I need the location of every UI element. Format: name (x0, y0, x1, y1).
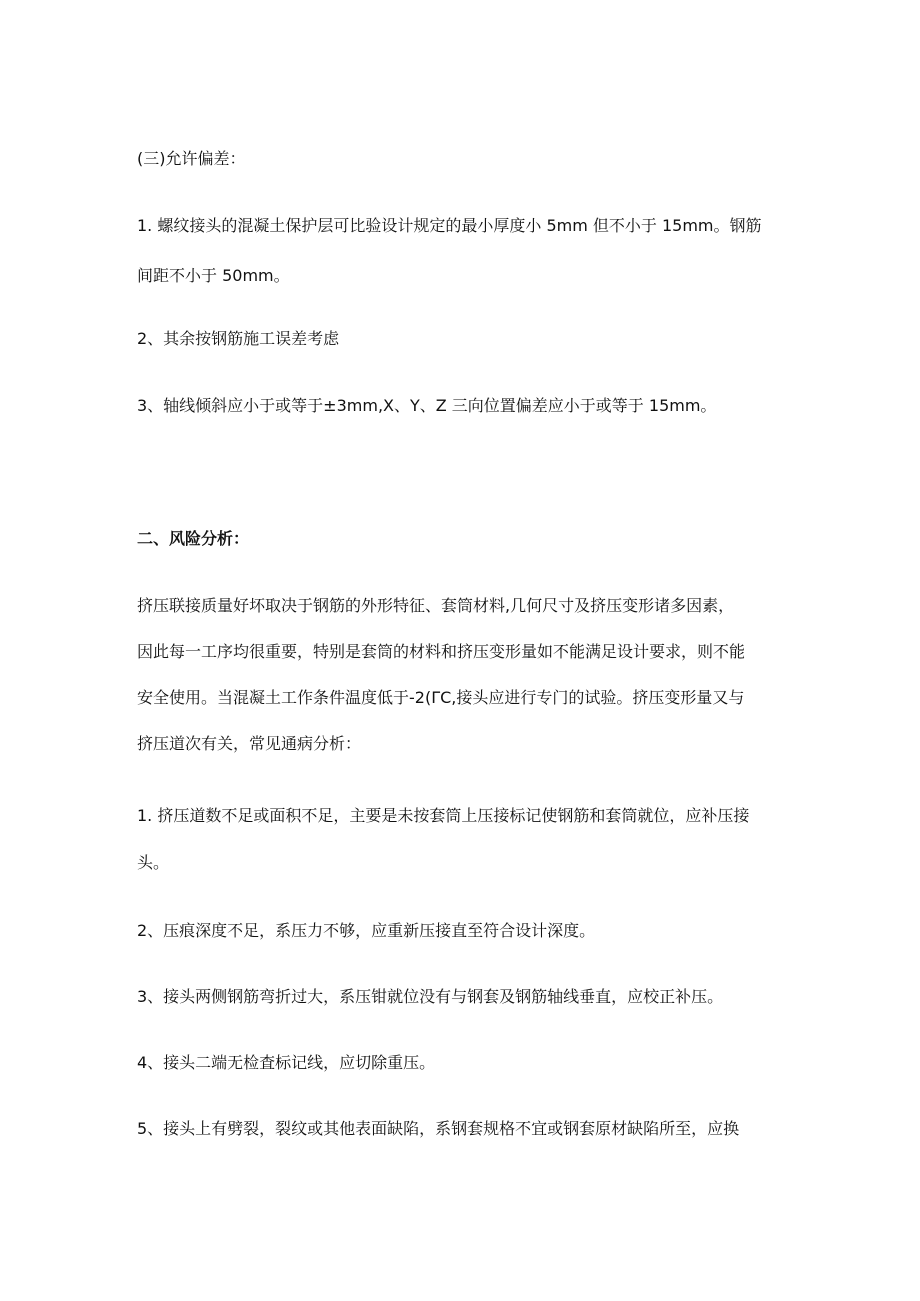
risk-item-5-line-1: 5、接头上有劈裂，裂纹或其他表面缺陷，系钢套规格不宜或钢套原材缺陷所至，应换 (137, 1119, 740, 1138)
deviation-item-1-line-2: 间距不小于 50mm。 (137, 266, 290, 285)
allowed-deviation-heading: (三)允许偏差： (137, 149, 246, 168)
deviation-item-3: 3、轴线倾斜应小于或等于±3mm,X、Y、Z 三向位置偏差应小于或等于 15mm。 (137, 396, 717, 415)
risk-analysis-heading: 二、风险分析： (137, 529, 250, 548)
risk-intro-line-3: 安全使用。当混凝土工作条件温度低于-2(ΓC,接头应进行专门的试验。挤压变形量又与 (137, 688, 745, 707)
deviation-item-1-line-1: 1. 螺纹接头的混凝土保护层可比验设计规定的最小厚度小 5mm 但不小于 15mm。钢筋 (137, 216, 762, 235)
risk-item-2: 2、压痕深度不足，系压力不够，应重新压接直至符合设计深度。 (137, 921, 596, 940)
deviation-item-2: 2、其余按钢筋施工误差考虑 (137, 329, 340, 348)
risk-item-1-line-1: 1. 挤压道数不足或面积不足，主要是未按套筒上压接标记使钢筋和套筒就位，应补压接 (137, 806, 750, 825)
risk-item-1-line-2: 头。 (137, 853, 170, 872)
risk-item-3: 3、接头两侧钢筋弯折过大，系压钳就位没有与钢套及钢筋轴线垂直，应校正补压。 (137, 987, 724, 1006)
risk-item-4: 4、接头二端无检査标记线，应切除重压。 (137, 1053, 436, 1072)
risk-intro-line-4: 挤压道次有关，常见通病分析： (137, 734, 362, 753)
risk-intro-line-2: 因此每一工序均很重要，特别是套筒的材料和挤压变形量如不能满足设计要求，则不能 (137, 642, 746, 661)
risk-intro-line-1: 挤压联接质量好坏取决于钢筋的外形特征、套筒材料,几何尺寸及挤压变形诸多因素， (137, 596, 735, 615)
